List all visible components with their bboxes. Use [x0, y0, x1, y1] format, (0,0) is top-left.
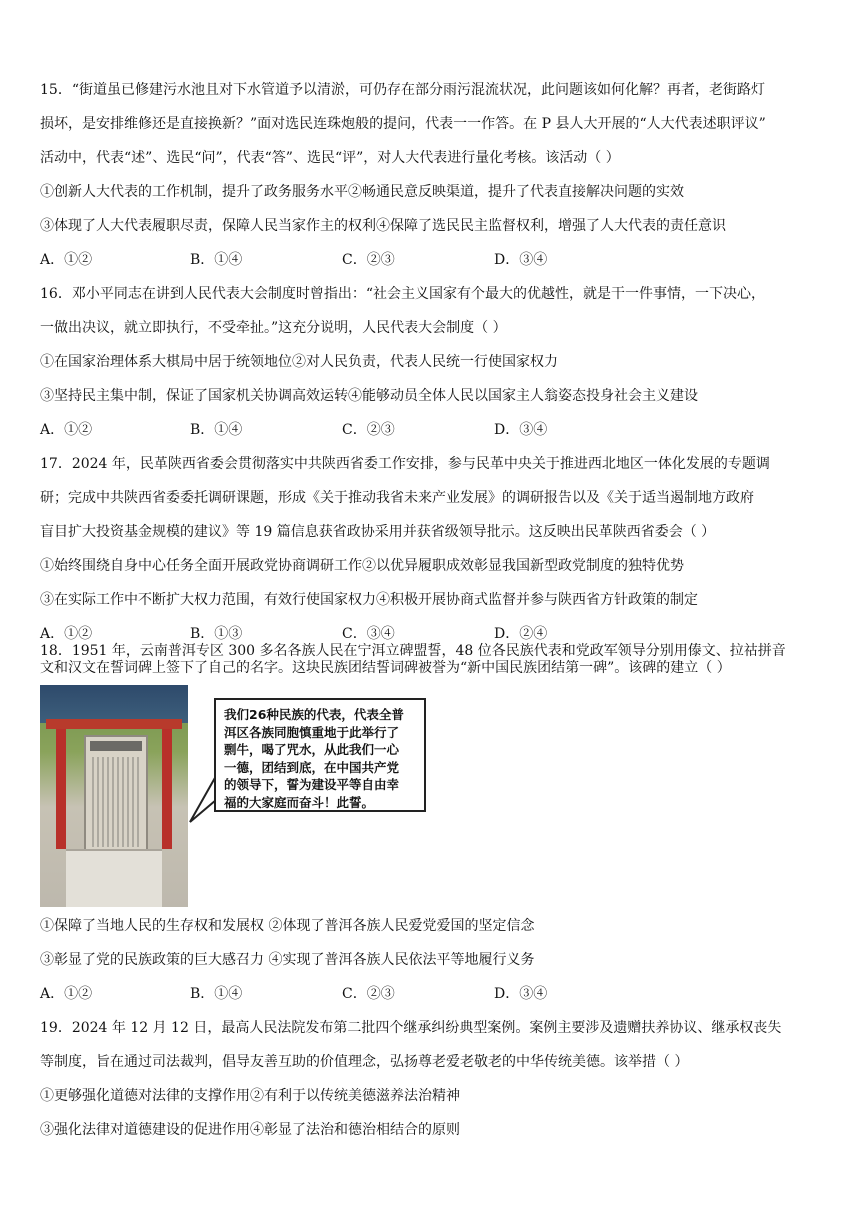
q16-option-c: C．②③: [342, 422, 395, 438]
oath-text-line-5: 的领导下，誓为建设平等自由幸: [224, 777, 400, 792]
oath-stele: [84, 735, 148, 857]
q16-choice-line-2: ③坚持民主集中制，保证了国家机关协调高效运转④能够动员全体人民以国家主人翁姿态投身社会主义建设: [40, 388, 698, 404]
q15-choice-line-2: ③体现了人大代表履职尽责，保障人民当家作主的权利④保障了选民民主监督权利，增强了人大代表的责任意识: [40, 218, 726, 234]
q17-choice-line-1: ①始终围绕自身中心任务全面开展政党协商调研工作②以优异履职成效彰显我国新型政党制度的独特优势: [40, 558, 684, 574]
q19-choice-line-2: ③强化法律对道德建设的促进作用④彰显了法治和德治相结合的原则: [40, 1122, 460, 1138]
q18-option-b: B．①④: [190, 986, 243, 1002]
oath-text-line-2: 洱区各族同胞慎重地于此举行了: [224, 724, 400, 740]
q18-line-1: 18．1951 年，云南普洱专区 300 多名各族人民在宁洱立碑盟誓，48 位各民族代表和党政军领导分别用傣文、拉祜拼音: [40, 643, 786, 659]
q17-option-c: C．③④: [342, 626, 395, 642]
q17-line-3: 盲目扩大投资基金规模的建议》等 19 篇信息获省政协采用并获省级领导批示。这反映出民革陕西省委会（ ）: [40, 524, 716, 540]
q15-choice-line-1: ①创新人大代表的工作机制，提升了政务服务水平②畅通民意反映渠道，提升了代表直接解决问题的实效: [40, 184, 684, 200]
q15-line-2: 损坏，是安排维修还是直接换新？”面对选民连珠炮般的提问，代表一一作答。在 P 县人大开展的“人大代表述职评议”: [40, 116, 766, 132]
q16-option-a: A．①②: [40, 422, 93, 438]
q15-option-d: D．③④: [494, 252, 548, 268]
oath-text-line-1: 我们26种民族的代表，代表全普: [224, 707, 404, 722]
q17-option-b: B．①③: [190, 626, 243, 642]
q16-option-d: D．③④: [494, 422, 548, 438]
q19-choice-line-1: ①更够强化道德对法律的支撑作用②有利于以传统美德滋养法治精神: [40, 1088, 460, 1104]
q17-choice-line-2: ③在实际工作中不断扩大权力范围，有效行使国家权力④积极开展协商式监督并参与陕西省方针政策的制定: [40, 592, 698, 608]
q19-line-1: 19．2024 年 12 月 12 日，最高人民法院发布第二批四个继承纠纷典型案例。案例主要涉及遗赠扶养协议、继承权丧失: [40, 1020, 782, 1036]
q15-option-b: B．①④: [190, 252, 243, 268]
oath-text-line-4: 一德，团结到底，在中国共产党: [224, 759, 400, 775]
q19-line-2: 等制度，旨在通过司法裁判，倡导友善互助的价值理念，弘扬尊老爱老敬老的中华传统美德。该举措（ ）: [40, 1054, 689, 1070]
q18-option-c: C．②③: [342, 986, 395, 1002]
q18-choice-line-2: ③彰显了党的民族政策的巨大感召力 ④实现了普洱各族人民依法平等地履行义务: [40, 952, 535, 968]
q15-option-a: A．①②: [40, 252, 93, 268]
q16-line-1: 16．邓小平同志在讲到人民代表大会制度时曾指出：“社会主义国家有个最大的优越性，就是干一件事情，一下决心，: [40, 286, 765, 302]
q17-line-2: 研；完成中共陕西省委委托调研课题，形成《关于推动我省未来产业发展》的调研报告以及《关于适当遏制地方政府: [40, 490, 754, 506]
q18-option-a: A．①②: [40, 986, 93, 1002]
oath-text-line-3: 剽牛，喝了咒水，从此我们一心: [224, 742, 400, 757]
stele-photo: [40, 685, 188, 907]
q17-option-a: A．①②: [40, 626, 93, 642]
q18-choice-line-1: ①保障了当地人民的生存权和发展权 ②体现了普洱各族人民爱党爱国的坚定信念: [40, 918, 535, 934]
q18-line-2: 文和汉文在誓词碑上签下了自己的名字。这块民族团结誓词碑被誉为“新中国民族团结第一碑”。该碑的建立（ ）: [40, 660, 731, 676]
oath-text-line-6: 福的大家庭而奋斗！此誓。: [224, 794, 375, 810]
q15-line-1: 15．“街道虽已修建污水池且对下水管道予以清淤，可仍存在部分雨污混流状况，此问题该如何化解？再者，老街路灯: [40, 82, 765, 98]
q17-line-1: 17．2024 年，民革陕西省委会贯彻落实中共陕西省委工作安排，参与民革中央关于推进西北地区一体化发展的专题调: [40, 456, 770, 472]
q18-option-d: D．③④: [494, 986, 548, 1002]
q16-line-2: 一做出决议，就立即执行，不受牵扯。”这充分说明，人民代表大会制度（ ）: [40, 320, 507, 336]
q17-option-d: D．②④: [494, 626, 548, 642]
q16-option-b: B．①④: [190, 422, 243, 438]
q15-option-c: C．②③: [342, 252, 395, 268]
q16-choice-line-1: ①在国家治理体系大棋局中居于统领地位②对人民负责，代表人民统一行使国家权力: [40, 354, 558, 370]
q15-line-3: 活动中，代表“述”、选民“问”，代表“答”、选民“评”，对人大代表进行量化考核。该活动（ ）: [40, 150, 620, 166]
oath-speech-bubble: [214, 698, 426, 812]
